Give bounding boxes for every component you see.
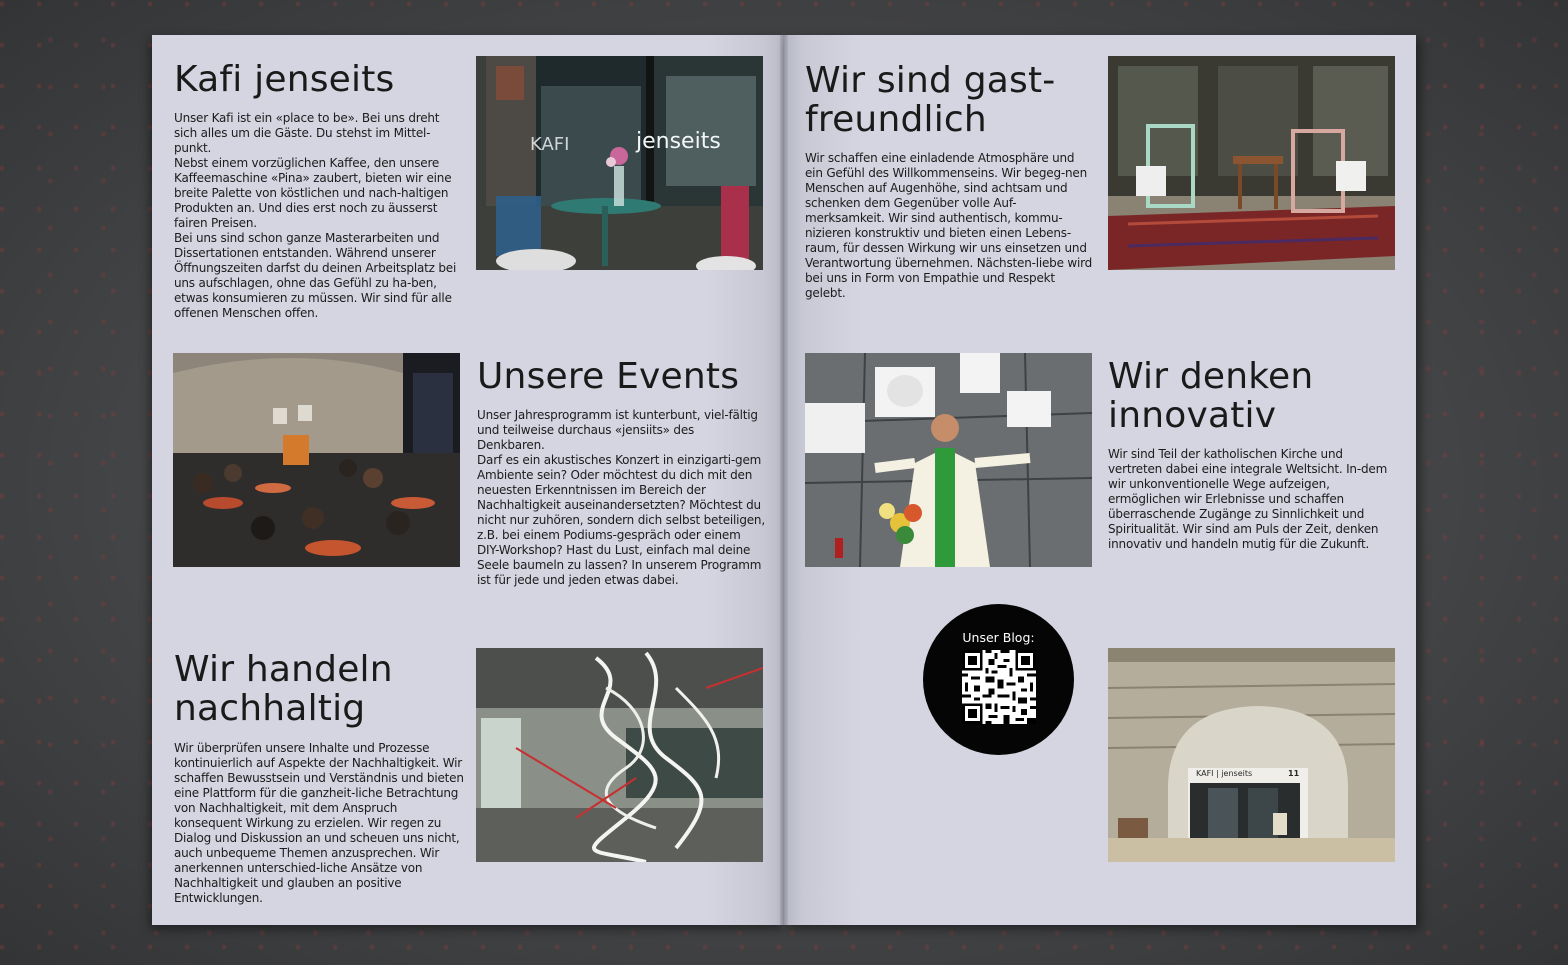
events-photo <box>173 353 460 567</box>
arch-sign-text: KAFI | jenseits <box>1196 769 1253 778</box>
jenseits-window-text: jenseits <box>636 129 721 154</box>
qr-code-icon[interactable] <box>962 650 1036 724</box>
nachhaltig-photo <box>476 648 763 862</box>
gastfreundlich-title-line-1: Wir sind gast- <box>805 60 1056 101</box>
innovativ-body <box>1108 447 1398 552</box>
blog-label: Unser Blog: <box>962 630 1035 645</box>
gastfreundlich-title <box>805 61 1056 139</box>
nachhaltig-paragraph-1: Wir überprüfen unsere Inhalte und Prozesse kontinuierlich auf Aspekte der Nachhaltigkeit. Wir schaffen Bewusstsein und Verständnis und bieten eine Plattform für die ganzheit-liche Betrachtung von Nachhaltigkeit, mit dem Anspruch konsequent Wirkung zu erzielen. Wir regen zu Dialog und Diskussion an und scheuen uns nicht, auch unbequeme Themen anzusprechen. Wir anerkennen unterschied-liche Ansätze von Nachhaltigkeit und glauben an positive Entwicklungen. <box>174 741 464 905</box>
innovativ-title-line-2: innovativ <box>1108 395 1277 436</box>
kafi-paragraph-2: Nebst einem vorzüglichen Kaffee, den unsere Kaffeemaschine «Pina» zaubert, bieten wir eine breite Palette von köstlichen und nach-haltigen Produkten an. Und dies erst noch zu äusserst fairen Preisen. <box>174 156 452 230</box>
kafi-window-text: KAFI <box>530 134 570 155</box>
arch-storefront-photo <box>1108 648 1395 862</box>
gastfreundlich-body <box>805 151 1095 301</box>
blog-qr-badge[interactable] <box>923 604 1074 755</box>
gastfreundlich-paragraph-1: Wir schaffen eine einladende Atmosphäre und ein Gefühl des Willkommenseins. Wir begeg-nen Menschen auf Augenhöhe, sind achtsam und schenken dem Gegenüber volle Auf-merksamkeit. Wir sind authentisch, kommu-nizieren konstruktiv und bieten einen Lebens-raum, für dessen Wirkung wir uns einsetzen und Verantwortung übernehmen. Nächsten-liebe wird bei uns in Form von Empathie und Respekt gelebt. <box>805 151 1093 300</box>
kafi-title: Kafi jenseits <box>174 59 395 100</box>
events-paragraph-1: Unser Jahresprogramm ist kunterbunt, viel-fältig und teilweise durchaus «jensiits» des Denkbaren. <box>477 408 758 452</box>
innovativ-title-line-1: Wir denken <box>1108 356 1314 397</box>
nachhaltig-title <box>174 650 393 728</box>
kafi-paragraph-3: Bei uns sind schon ganze Masterarbeiten und Dissertationen entstanden. Während unserer Öffnungszeiten darfst du deinen Arbeitsplatz bei uns aufschlagen, ohne das Gefühl zu ha-ben, etwas konsumieren zu müssen. Wir sind für alle offenen Menschen offen. <box>174 231 457 320</box>
arch-number-text: 11 <box>1288 769 1300 778</box>
innovativ-paragraph-1: Wir sind Teil der katholischen Kirche und vertreten dabei eine integrale Weltsicht. In-dem wir unkonventionelle Wege aufzeigen, ermöglichen wir Erlebnisse und schaffen überraschende Zugänge zu Sinnlichkeit und Spiritualität. Wir sind am Puls der Zeit, denken innovativ und handeln mutig für die Zukunft. <box>1108 447 1388 551</box>
nachhaltig-title-line-1: Wir handeln <box>174 649 393 690</box>
kafi-window-photo <box>476 56 763 270</box>
nachhaltig-title-line-2: nachhaltig <box>174 688 366 729</box>
innovativ-title <box>1108 357 1313 435</box>
kafi-paragraph-1: Unser Kafi ist ein «place to be». Bei uns dreht sich alles um die Gäste. Du stehst im Mittel-punkt. <box>174 111 440 155</box>
nachhaltig-body <box>174 741 466 906</box>
events-title: Unsere Events <box>477 356 740 397</box>
gastfreundlich-title-line-2: freundlich <box>805 99 987 140</box>
gastfreundlich-photo <box>1108 56 1395 270</box>
book-spine <box>780 35 788 925</box>
events-paragraph-2: Darf es ein akustisches Konzert in einzigarti-gem Ambiente sein? Oder möchtest du dich mit den neuesten Erkenntnissen im Bereich der Nachhaltigkeit auseinandersetzten? Möchtest du nicht nur zuhören, sondern dich selbst beteiligen, z.B. bei einem Podiums-gespräch oder einem DIY-Workshop? Hast du Lust, einfach mal deine Seele baumeln zu lassen? In unserem Programm ist für jede und jeden etwas dabei. <box>477 453 765 587</box>
innovativ-photo <box>805 353 1092 567</box>
kafi-body <box>174 111 464 321</box>
events-body <box>477 408 765 588</box>
